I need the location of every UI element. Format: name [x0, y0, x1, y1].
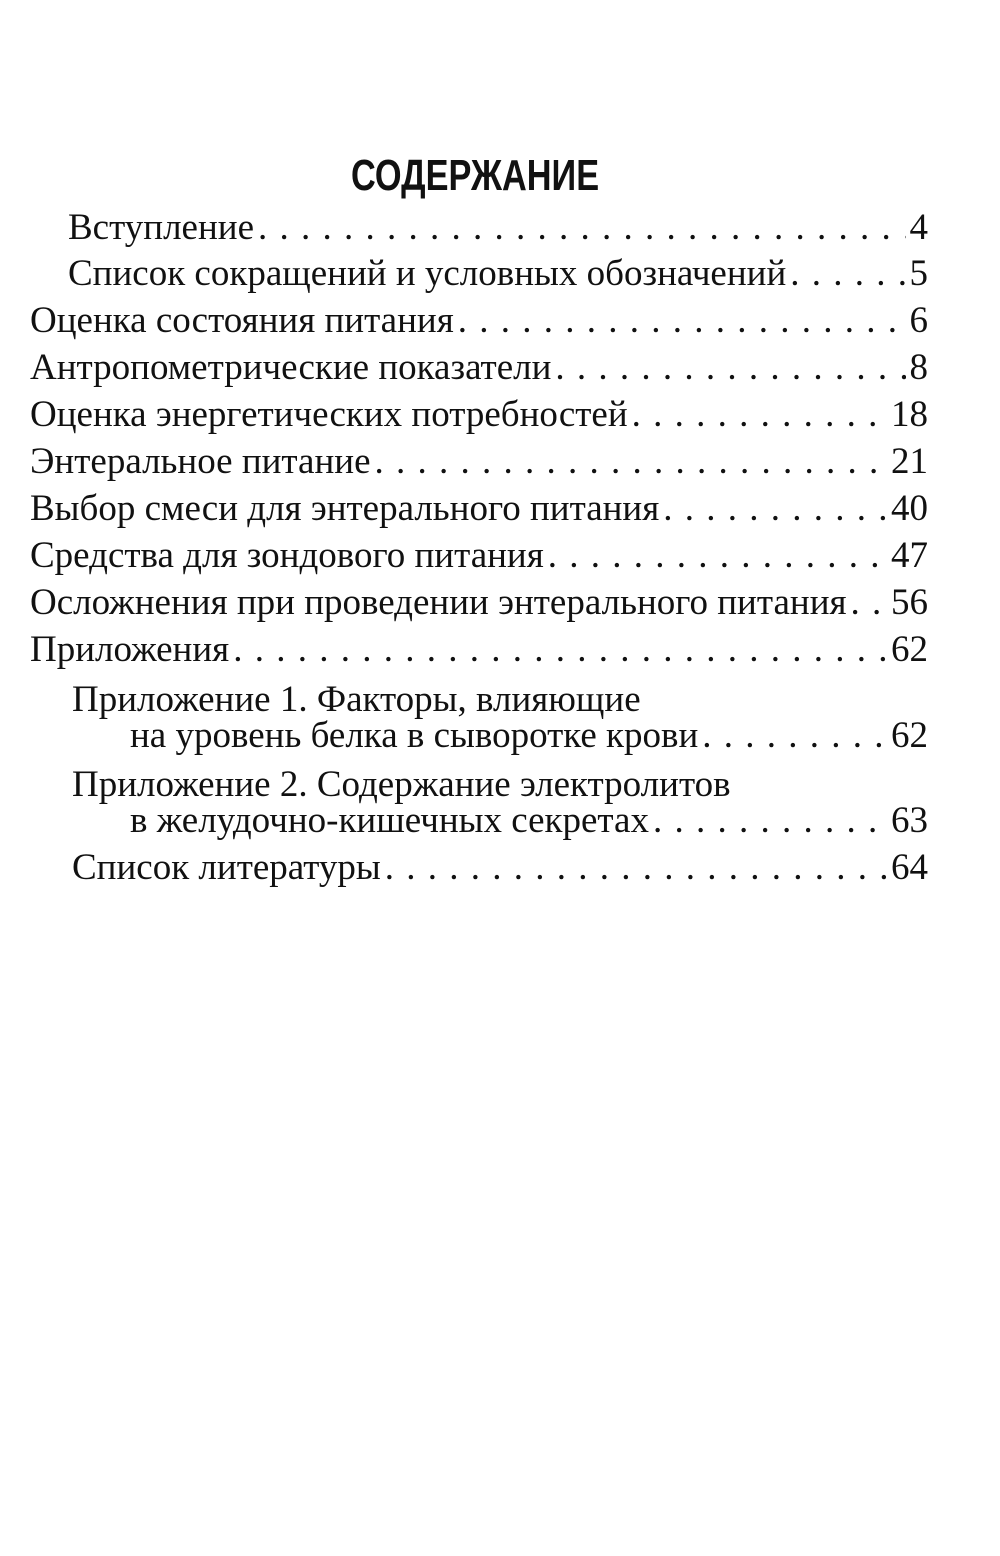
toc-entry-page: 4 — [909, 207, 928, 248]
toc-entry-page: 64 — [891, 847, 928, 888]
toc-entry-label: Энтеральное питание — [30, 441, 371, 482]
toc-entry-label-line2: в желудочно-кишечных секретах — [130, 800, 649, 841]
leader-dots — [702, 714, 887, 758]
toc-entry-page: 6 — [909, 300, 928, 341]
toc-entry-label: Средства для зондового питания — [30, 535, 544, 576]
toc-entry-page: 62 — [891, 629, 928, 670]
toc-entry-page: 18 — [891, 394, 928, 435]
toc-entry-page: 62 — [891, 715, 928, 756]
toc-entry-label: Оценка энергетических потребностей — [30, 394, 628, 435]
toc-entry-label: Осложнения при проведении энтерального питания — [30, 582, 847, 623]
toc-entry[interactable] — [68, 252, 928, 296]
toc-entry-label: Оценка состояния питания — [30, 300, 454, 341]
toc-entry-page: 21 — [891, 441, 928, 482]
toc-entry-label: Антропометрические показатели — [30, 347, 552, 388]
toc-entry-label: Вступление — [68, 207, 254, 248]
toc-entry-page: 63 — [891, 800, 928, 841]
toc-entry-page: 8 — [909, 347, 928, 388]
toc-entry-page: 40 — [891, 488, 928, 529]
leader-dots — [548, 534, 887, 578]
toc-entry[interactable] — [30, 628, 928, 672]
toc-entry[interactable] — [30, 393, 928, 437]
toc-entry[interactable] — [30, 487, 928, 531]
toc-entry-label-line1[interactable]: Приложение 1. Факторы, влияющие — [72, 679, 641, 720]
toc-entry-label: Приложения — [30, 629, 230, 670]
toc-entry-label-line1[interactable]: Приложение 2. Содержание электролитов — [72, 764, 731, 805]
toc-entry-page: 56 — [891, 582, 928, 623]
leader-dots — [233, 628, 887, 672]
toc-entry[interactable] — [30, 346, 928, 390]
leader-dots — [653, 799, 887, 843]
leader-dots — [458, 299, 906, 343]
toc-entry-label: Выбор смеси для энтерального питания — [30, 488, 660, 529]
toc-entry[interactable] — [72, 846, 928, 890]
toc-entry-label: Список сокращений и условных обозначений — [68, 253, 787, 294]
leader-dots — [663, 487, 887, 531]
toc-entry-label-line2: на уровень белка в сыворотке крови — [130, 715, 699, 756]
leader-dots — [632, 393, 887, 437]
toc-entry-label: Список литературы — [72, 847, 381, 888]
toc-entry[interactable] — [30, 581, 928, 625]
toc-entry-page: 5 — [909, 253, 928, 294]
leader-dots — [555, 346, 905, 390]
toc-entry[interactable] — [30, 440, 928, 484]
toc-entry[interactable] — [68, 206, 928, 250]
title-text: СОДЕРЖАНИЕ — [350, 151, 600, 201]
leader-dots — [375, 440, 888, 484]
toc-entry[interactable] — [130, 799, 928, 843]
toc-entry-page: 47 — [891, 535, 928, 576]
page-title — [0, 151, 950, 201]
toc-entry[interactable] — [130, 714, 928, 758]
leader-dots — [851, 581, 887, 625]
toc-entry[interactable] — [30, 299, 928, 343]
toc-entry[interactable] — [30, 534, 928, 578]
leader-dots — [790, 252, 905, 296]
leader-dots — [258, 206, 906, 250]
leader-dots — [385, 846, 887, 890]
